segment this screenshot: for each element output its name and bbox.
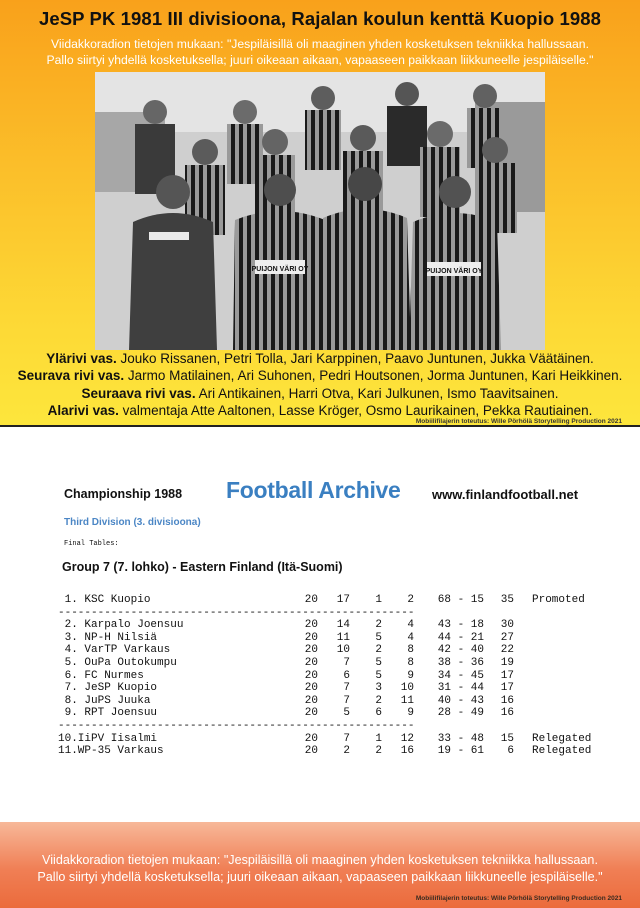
bottom-quote-line: Pallo siirtyi yhdellä kosketuksella; juuri oikeaan aikaan, vapaaseen paikkaan liikkuneelle jespiläiselle."	[37, 870, 603, 884]
goals: 34 - 45	[437, 669, 484, 682]
jersey-text: PUIJON VÄRI OY	[425, 268, 483, 275]
caption-third-row	[0, 386, 640, 401]
wins: 10	[336, 644, 350, 657]
wins: 2	[343, 745, 350, 758]
standings-table	[58, 594, 618, 758]
status-note	[514, 657, 532, 670]
caption-names: Ari Antikainen, Harri Otva, Kari Julkunen, Ismo Taavitsainen.	[195, 386, 559, 401]
draws: 5	[375, 656, 382, 669]
bottom-quote-line: Viidakkoradion tietojen mukaan: "Jespiläisillä oli maaginen yhden kosketuksen tekniikka hallussaan.	[42, 853, 598, 867]
table-row	[58, 594, 618, 607]
table-row	[58, 745, 618, 758]
team-photo	[95, 72, 545, 350]
team-name: 8. JuPS Juuka	[58, 694, 151, 707]
caption-top-row	[0, 351, 640, 366]
team-name: 3. NP-H Nilsiä	[58, 631, 158, 644]
points: 19	[500, 656, 514, 669]
status-note	[514, 670, 532, 683]
points: 17	[500, 669, 514, 682]
points: 16	[500, 694, 514, 707]
losses: 2	[407, 594, 414, 606]
team-name: 11.WP-35 Varkaus	[58, 745, 164, 758]
draws: 2	[375, 619, 382, 632]
table-row	[58, 707, 618, 720]
team-name: 7. JeSP Kuopio	[58, 682, 158, 695]
played: 20	[304, 682, 318, 695]
losses: 16	[400, 745, 414, 758]
goals: 40 - 43	[437, 694, 484, 707]
points: 27	[500, 631, 514, 644]
played: 20	[304, 694, 318, 707]
caption-bottom-row	[0, 403, 640, 418]
team-name: 2. Karpalo Joensuu	[58, 619, 184, 632]
status-note	[514, 682, 532, 695]
table-separator: ------------------------------------------------------	[58, 719, 415, 732]
points: 15	[500, 732, 514, 745]
played: 20	[304, 745, 318, 758]
caption-lead: Seurava rivi vas.	[17, 368, 125, 383]
goals: 42 - 40	[437, 644, 484, 657]
wins: 6	[343, 669, 350, 682]
table-row	[58, 644, 618, 657]
status-note: Relegated	[532, 732, 592, 745]
table-row	[58, 632, 618, 645]
wins: 7	[343, 682, 350, 695]
played: 20	[304, 631, 318, 644]
draws: 6	[375, 707, 382, 720]
draws: 1	[375, 594, 382, 606]
played: 20	[304, 594, 318, 606]
wins: 7	[343, 656, 350, 669]
draws: 3	[375, 682, 382, 695]
wins: 11	[336, 631, 350, 644]
losses: 8	[407, 644, 414, 657]
team-name: 1. KSC Kuopio	[58, 594, 151, 606]
goals: 33 - 48	[437, 732, 484, 745]
points: 17	[500, 682, 514, 695]
points: 6	[507, 745, 514, 758]
table-row	[58, 733, 618, 746]
losses: 9	[407, 707, 414, 720]
caption-names: Jarmo Matilainen, Ari Suhonen, Pedri Houtsonen, Jorma Juntunen, Kari Heikkinen.	[124, 368, 623, 383]
points: 35	[500, 594, 514, 606]
status-note	[514, 632, 532, 645]
losses: 4	[407, 631, 414, 644]
caption-names: valmentaja Atte Aaltonen, Lasse Kröger, Osmo Laurikainen, Pekka Rautiainen.	[118, 403, 593, 418]
losses: 4	[407, 619, 414, 632]
goals: 43 - 18	[437, 619, 484, 632]
division-link[interactable]: Third Division (3. divisioona)	[64, 517, 201, 528]
bottom-credit: Mobiilifilajerin toteutus: Wille Pörhölä Storytelling Production 2021	[415, 895, 622, 902]
poster-quote	[20, 36, 620, 68]
team-name: 9. RPT Joensuu	[58, 707, 158, 720]
table-row	[58, 670, 618, 683]
goals: 68 - 15	[437, 594, 484, 606]
team-poster	[0, 0, 640, 427]
losses: 12	[400, 732, 414, 745]
losses: 8	[407, 656, 414, 669]
draws: 2	[375, 644, 382, 657]
wins: 7	[343, 694, 350, 707]
goals: 28 - 49	[437, 707, 484, 720]
status-note	[514, 707, 532, 720]
played: 20	[304, 707, 318, 720]
team-name: 10.IiPV Iisalmi	[58, 732, 158, 745]
status-note: Relegated	[532, 745, 592, 758]
points: 30	[500, 619, 514, 632]
goals: 38 - 36	[437, 656, 484, 669]
caption-lead: Alarivi vas.	[47, 403, 119, 418]
caption-second-row	[0, 368, 640, 383]
poster-title: JeSP PK 1981 III divisioona, Rajalan koulun kenttä Kuopio 1988	[38, 8, 602, 29]
final-tables-label: Final Tables:	[64, 540, 119, 548]
team-name: 4. VarTP Varkaus	[58, 644, 171, 657]
group-title: Group 7 (7. lohko) - Eastern Finland (Itä-Suomi)	[62, 560, 343, 574]
wins: 7	[343, 732, 350, 745]
losses: 9	[407, 669, 414, 682]
bottom-quote	[20, 852, 620, 886]
draws: 2	[375, 745, 382, 758]
played: 20	[304, 669, 318, 682]
status-note: Promoted	[532, 594, 585, 606]
goals: 31 - 44	[437, 682, 484, 695]
draws: 2	[375, 694, 382, 707]
table-row	[58, 682, 618, 695]
bottom-band	[0, 822, 640, 908]
losses: 10	[400, 682, 414, 695]
status-note	[514, 695, 532, 708]
caption-names: Jouko Rissanen, Petri Tolla, Jari Karppinen, Paavo Juntunen, Jukka Väätäinen.	[116, 351, 594, 366]
table-row	[58, 695, 618, 708]
poster-quote-line: Viidakkoradion tietojen mukaan: "Jespiläisillä oli maaginen yhden kosketuksen tekniikka hallussaan.	[51, 37, 589, 51]
points: 22	[500, 644, 514, 657]
draws: 5	[375, 669, 382, 682]
points: 16	[500, 707, 514, 720]
status-note	[514, 644, 532, 657]
played: 20	[304, 656, 318, 669]
championship-label: Championship 1988	[64, 487, 183, 501]
team-name: 5. OuPa Outokumpu	[58, 656, 177, 669]
archive-panel	[0, 429, 640, 822]
status-note	[514, 619, 532, 632]
table-row	[58, 619, 618, 632]
caption-lead: Ylärivi vas.	[46, 351, 117, 366]
football-archive-logo: Football Archive	[226, 477, 401, 503]
poster-credit: Mobiilifilajerin toteutus: Wille Pörhölä Storytelling Production 2021	[415, 418, 622, 425]
wins: 5	[343, 707, 350, 720]
played: 20	[304, 619, 318, 632]
team-photo-illustration	[95, 72, 545, 350]
caption-lead: Seuraava rivi vas.	[81, 386, 196, 401]
poster-quote-line: Pallo siirtyi yhdellä kosketuksella; juuri oikeaan aikaan, vapaaseen paikkaan liikkuneelle jespiläiselle."	[46, 53, 594, 67]
played: 20	[304, 732, 318, 745]
site-url: www.finlandfootball.net	[432, 487, 579, 502]
goals: 44 - 21	[437, 631, 484, 644]
draws: 1	[375, 732, 382, 745]
table-row	[58, 657, 618, 670]
losses: 11	[400, 694, 414, 707]
table-separator: ------------------------------------------------------	[58, 606, 415, 619]
team-name: 6. FC Nurmes	[58, 669, 144, 682]
played: 20	[304, 644, 318, 657]
draws: 5	[375, 631, 382, 644]
wins: 14	[336, 619, 350, 632]
jersey-text: PUIJON VÄRI OY	[251, 266, 309, 273]
wins: 17	[336, 594, 350, 606]
goals: 19 - 61	[437, 745, 484, 758]
